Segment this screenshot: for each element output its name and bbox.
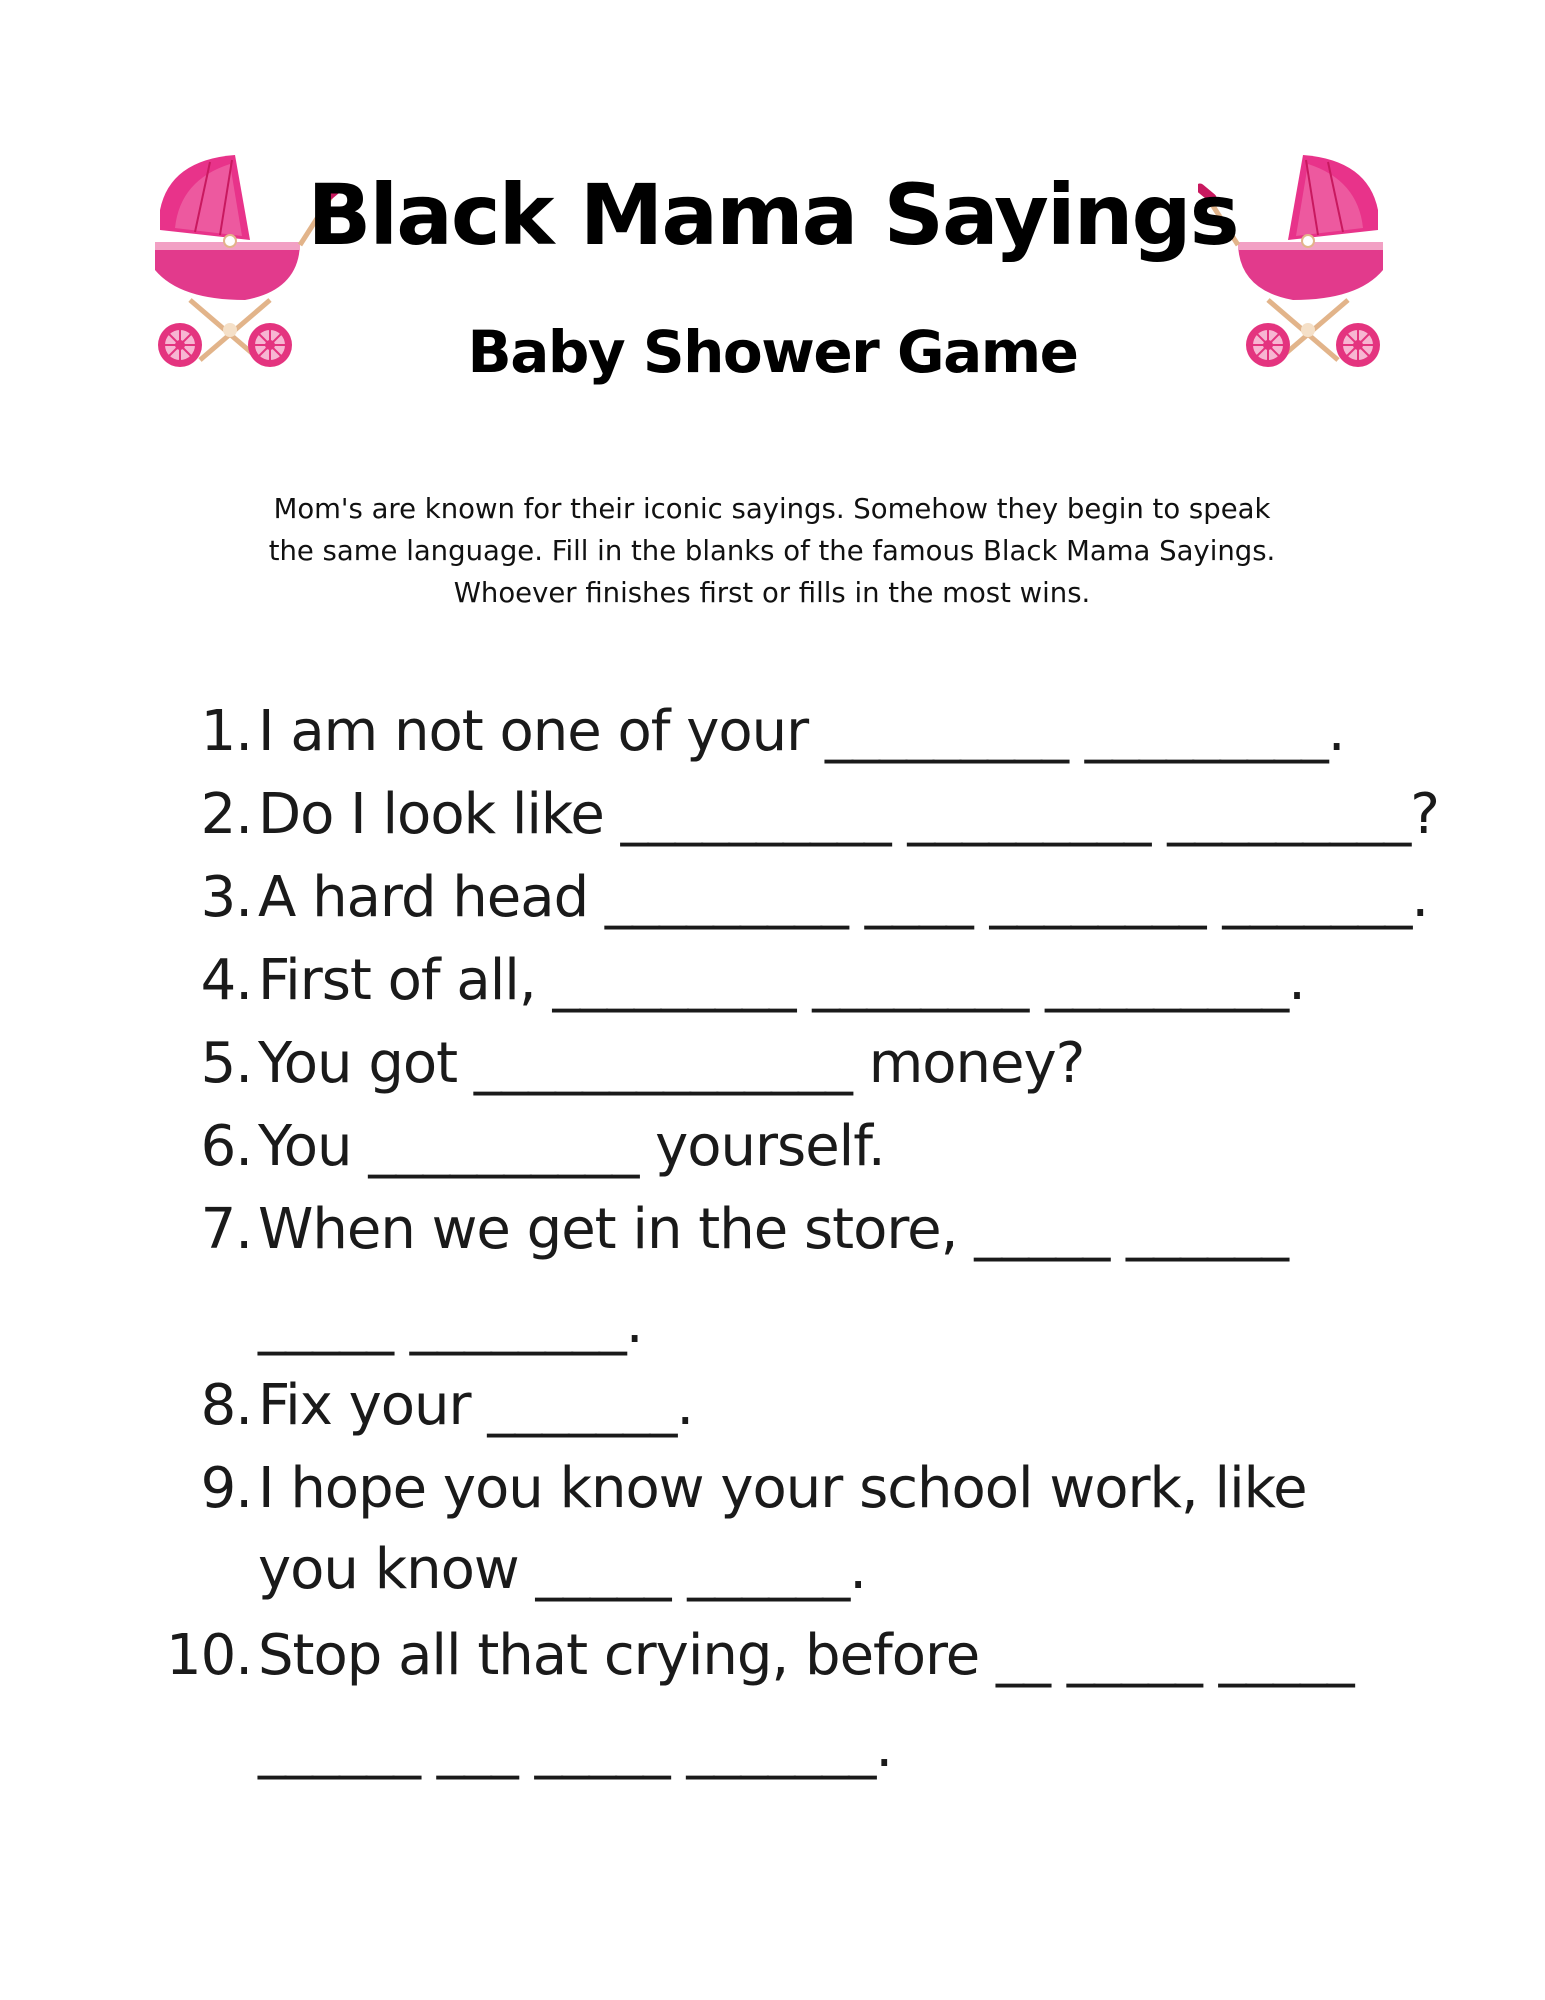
question-text: Fix your _______. <box>258 1373 694 1438</box>
question-number: 1. <box>200 699 252 764</box>
question-text: you know _____ ______. <box>258 1537 867 1602</box>
question-number: 9. <box>200 1456 252 1521</box>
page-subtitle: Baby Shower Game <box>467 318 1078 386</box>
question-text: ______ ___ _____ _______. <box>258 1715 893 1780</box>
question-number: 3. <box>200 865 252 930</box>
question-number: 6. <box>200 1114 252 1179</box>
question-text: You __________ yourself. <box>258 1114 885 1179</box>
question-text: _____ ________. <box>258 1291 643 1356</box>
question-text: Stop all that crying, before __ _____ _____ <box>258 1623 1354 1688</box>
question-number: 2. <box>200 782 252 847</box>
question-text: I am not one of your _________ _________. <box>258 699 1345 764</box>
question-text: I hope you know your school work, like <box>258 1456 1307 1521</box>
question-text: You got ______________ money? <box>258 1031 1085 1096</box>
question-number: 5. <box>200 1031 252 1096</box>
question-number: 7. <box>200 1197 252 1262</box>
instructions-line: Whoever finishes first or fills in the most wins. <box>453 577 1091 609</box>
page-title: Black Mama Sayings <box>307 166 1238 264</box>
instructions-line: the same language. Fill in the blanks of the famous Black Mama Sayings. <box>268 535 1276 567</box>
question-number: 8. <box>200 1373 252 1438</box>
question-number: 10. <box>165 1623 252 1688</box>
instructions-line: Mom's are known for their iconic sayings. Somehow they begin to speak <box>273 493 1271 525</box>
instructions <box>222 488 1322 614</box>
question-text: When we get in the store, _____ ______ <box>258 1197 1289 1262</box>
question-text: First of all, _________ ________ _________. <box>258 948 1305 1013</box>
question-text: Do I look like __________ _________ _________? <box>258 782 1439 847</box>
question-text: A hard head _________ ____ ________ _______. <box>258 865 1429 930</box>
question-number: 4. <box>200 948 252 1013</box>
